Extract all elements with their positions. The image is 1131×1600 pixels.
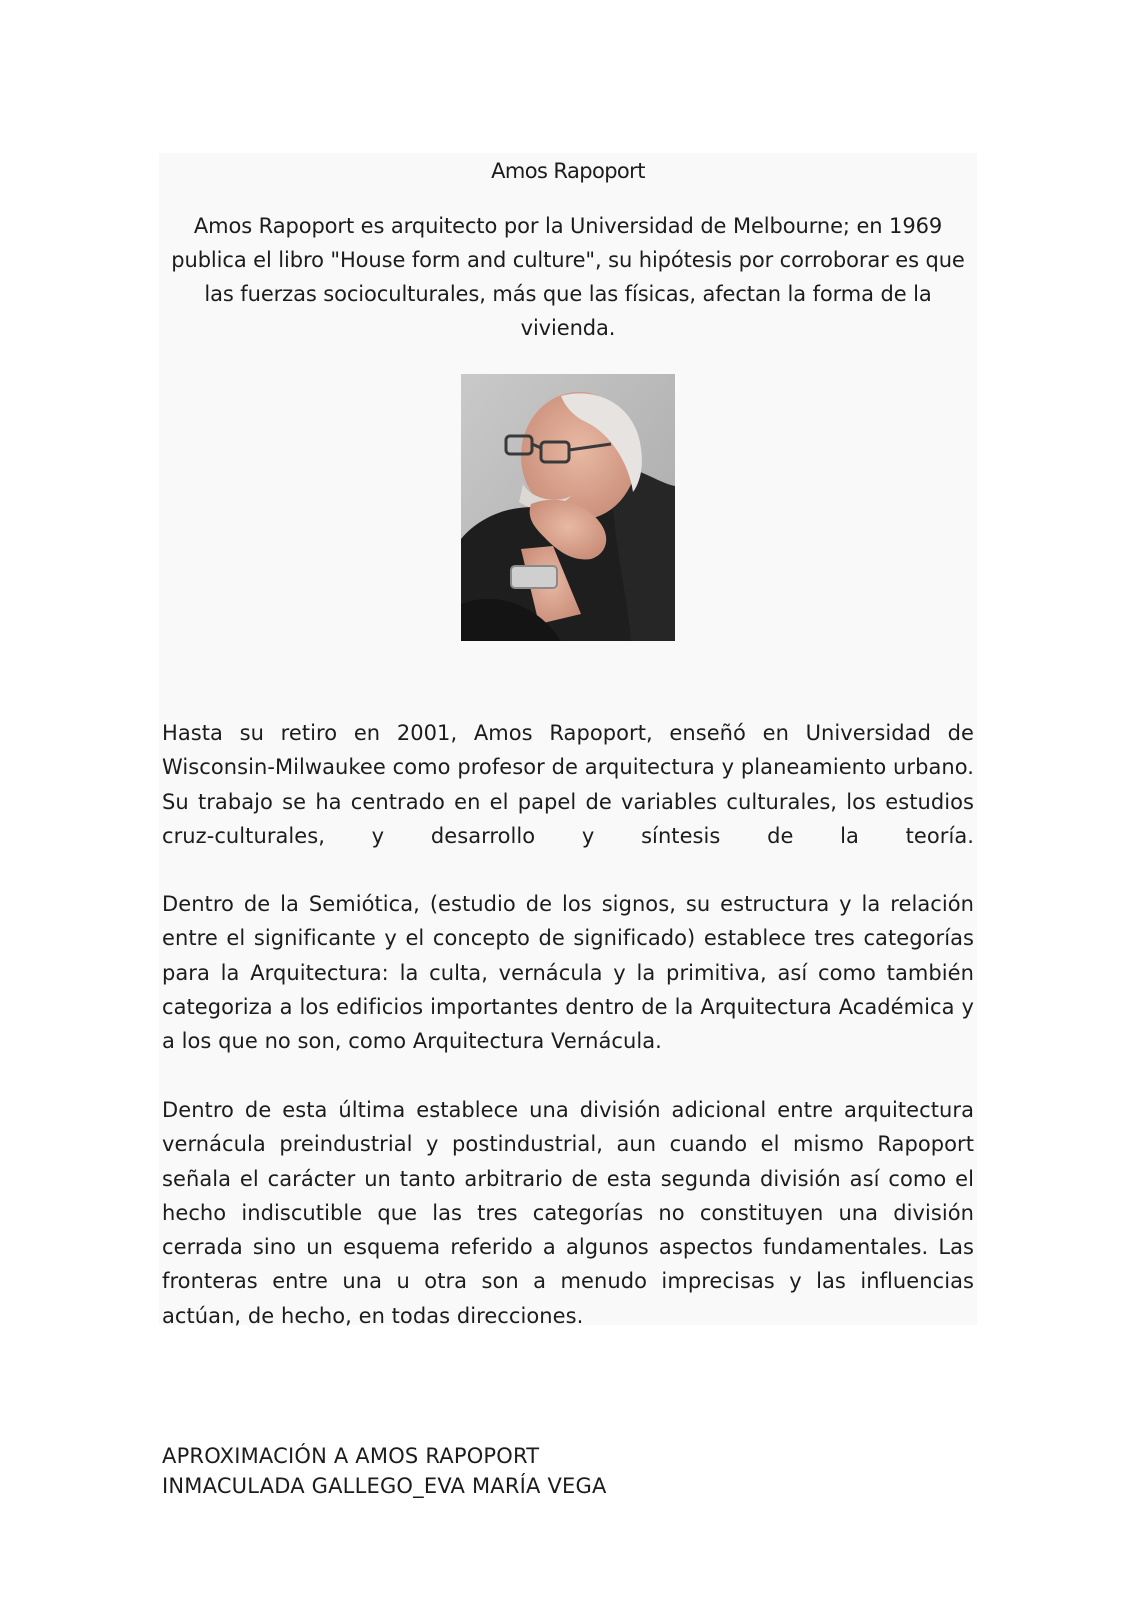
body-paragraph-2: Dentro de la Semiótica, (estudio de los signos, su estructura y la relación entre el significante y el concepto de significado) establece tres categorías para la Arquitectura: la culta, vernácula y la primitiva, así como también categoriza a los edificios importantes dentro de la Arquitectura Académica y a los que no son, como Arquitectura Vernácula. [162, 892, 974, 1054]
intro-paragraph: Amos Rapoport es arquitecto por la Universidad de Melbourne; en 1969 publica el libro "House form and culture", su hipótesis por corroborar es que las fuerzas socioculturales, más que las físicas, afectan la forma de la vivienda. [171, 214, 965, 340]
body-paragraph-3: Dentro de esta última establece una división adicional entre arquitectura vernácula preindustrial y postindustrial, aun cuando el mismo Rapoport señala el carácter un tanto arbitrario de esta segunda división así como el hecho indiscutible que las tres categorías no constituyen una división cerrada sino un esquema referido a algunos aspectos fundamentales. Las fronteras entre una u otra son a menudo imprecisas y las influencias actúan, de hecho, en todas direcciones. [162, 1098, 974, 1328]
footer-authors: INMACULADA GALLEGO_EVA MARÍA VEGA [162, 1474, 607, 1498]
body-paragraph-1: Hasta su retiro en 2001, Amos Rapoport, enseñó en Universidad de Wisconsin-Milwaukee como profesor de arquitectura y planeamiento urbano. Su trabajo se ha centrado en el papel de variables culturales, los estudios cruz-culturales, y desarrollo y síntesis de la teoría. [162, 721, 974, 848]
portrait-photo [461, 374, 675, 641]
footer [162, 1441, 607, 1501]
document-title: Amos Rapoport [491, 159, 645, 183]
footer-document-name: APROXIMACIÓN A AMOS RAPOPORT [162, 1444, 540, 1468]
